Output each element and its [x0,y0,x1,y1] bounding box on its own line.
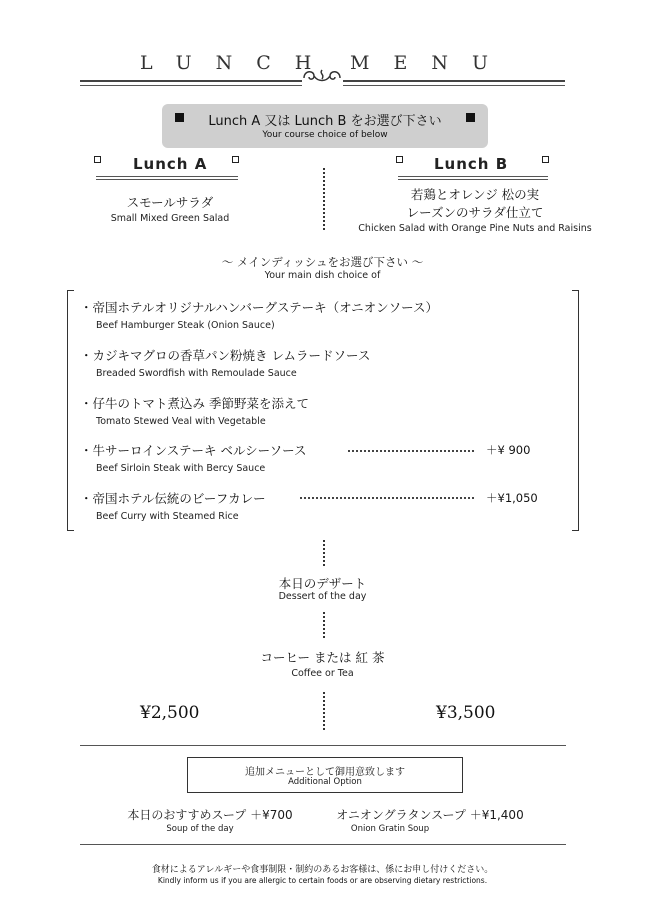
dish-jp: ・カジキマグロの香草パン粉焼き レムラードソース [80,348,371,363]
dish-surcharge: ＋¥ 900 [486,443,531,457]
lunch-a-corner-left-icon [94,156,101,163]
lunch-a-header: Lunch A [133,155,208,173]
allergy-notice-en: Kindly inform us if you are allergic to certain foods or are observing dietary restrictions. [157,876,488,885]
price-leader-dots [348,450,474,452]
title-rule-left [80,80,302,82]
banner-square-left-icon [175,113,184,122]
price-divider-dots [323,692,327,730]
ornament-icon [300,66,344,86]
dish-jp: ・帝国ホテルオリジナルハンバーグステーキ（オニオンソース） [80,300,439,315]
divider-dots [323,612,327,638]
dish-item [80,298,438,331]
onion-gratin-en: Onion Gratin Soup [350,824,430,834]
lunch-a-corner-right-icon [232,156,239,163]
dessert-jp: 本日のデザート [278,576,367,591]
lunch-b-salad-en: Chicken Salad with Orange Pine Nuts and Raisins [358,223,592,234]
dish-en: Tomato Stewed Veal with Vegetable [96,416,266,427]
lunch-a-price: ¥2,500 [140,703,200,723]
dessert-en: Dessert of the day [278,591,367,602]
dish-item [80,346,370,379]
additional-option-box [187,757,463,793]
onion-gratin-jp: オニオングラタンスープ ＋¥1,400 [336,808,524,822]
title-lunch: LUNCH [140,52,336,74]
dish-jp: ・帝国ホテル伝統のビーフカレー [80,491,266,506]
allergy-notice-jp: 食材によるアレルギーや食事制限・制約のあるお客様は、係にお申し付けください。 [151,865,494,875]
title-menu: MENU [350,52,512,74]
lunch-a-salad-en: Small Mixed Green Salad [110,213,230,224]
main-dish-heading-jp: ～ メインディッシュをお選び下さい ～ [221,255,424,269]
dish-en: Beef Hamburger Steak (Onion Sauce) [96,320,275,331]
dish-jp: ・牛サーロインステーキ ベルシーソース [80,443,307,458]
dish-en: Beef Curry with Steamed Rice [96,511,239,522]
drink-jp: コーヒー または 紅 茶 [260,650,385,665]
price-leader-dots [300,497,474,499]
lunch-b-rule-2 [398,179,548,180]
dish-surcharge: ＋¥1,050 [486,491,538,505]
divider-line [80,844,566,845]
dish-en: Beef Sirloin Steak with Bercy Sauce [96,463,266,474]
dish-item [80,394,309,427]
additional-en: Additional Option [288,777,362,787]
lunch-b-salad-jp-2: レーズンのサラダ仕立て [406,205,544,220]
main-dish-bracket-left [67,290,74,531]
dish-en: Breaded Swordfish with Remoulade Sauce [96,368,297,379]
main-dish-heading-en: Your main dish choice of [264,270,381,281]
course-choice-banner [162,104,488,148]
main-dish-bracket-right [572,290,579,531]
dish-item [80,441,307,474]
soup-of-day-en: Soup of the day [166,824,234,834]
title-rule-right-thin [343,85,565,86]
title-rule-left-thin [80,85,302,86]
lunch-b-rule [398,176,548,177]
banner-en: Your course choice of below [262,130,388,140]
lunch-a-rule-2 [96,179,238,180]
dish-jp: ・仔牛のトマト煮込み 季節野菜を添えて [80,396,309,411]
lunch-b-corner-right-icon [542,156,549,163]
soup-of-day-jp: 本日のおすすめスープ ＋¥700 [127,808,293,822]
lunch-a-salad-jp: スモールサラダ [126,195,214,210]
lunch-b-corner-left-icon [396,156,403,163]
drink-en: Coffee or Tea [291,668,354,679]
column-divider-dots [323,168,327,230]
banner-square-right-icon [466,113,475,122]
lunch-b-price: ¥3,500 [436,703,496,723]
banner-jp: Lunch A 又は Lunch B をお選び下さい [208,114,442,129]
divider-dots [323,540,327,566]
lunch-b-header: Lunch B [434,155,509,173]
lunch-a-rule [96,176,238,177]
dish-item [80,489,266,522]
additional-jp: 追加メニューとして御用意致します [245,767,405,778]
lunch-b-salad-jp-1: 若鶏とオレンジ 松の実 [410,187,540,202]
title-rule-right [343,80,565,82]
divider-line [80,745,566,746]
